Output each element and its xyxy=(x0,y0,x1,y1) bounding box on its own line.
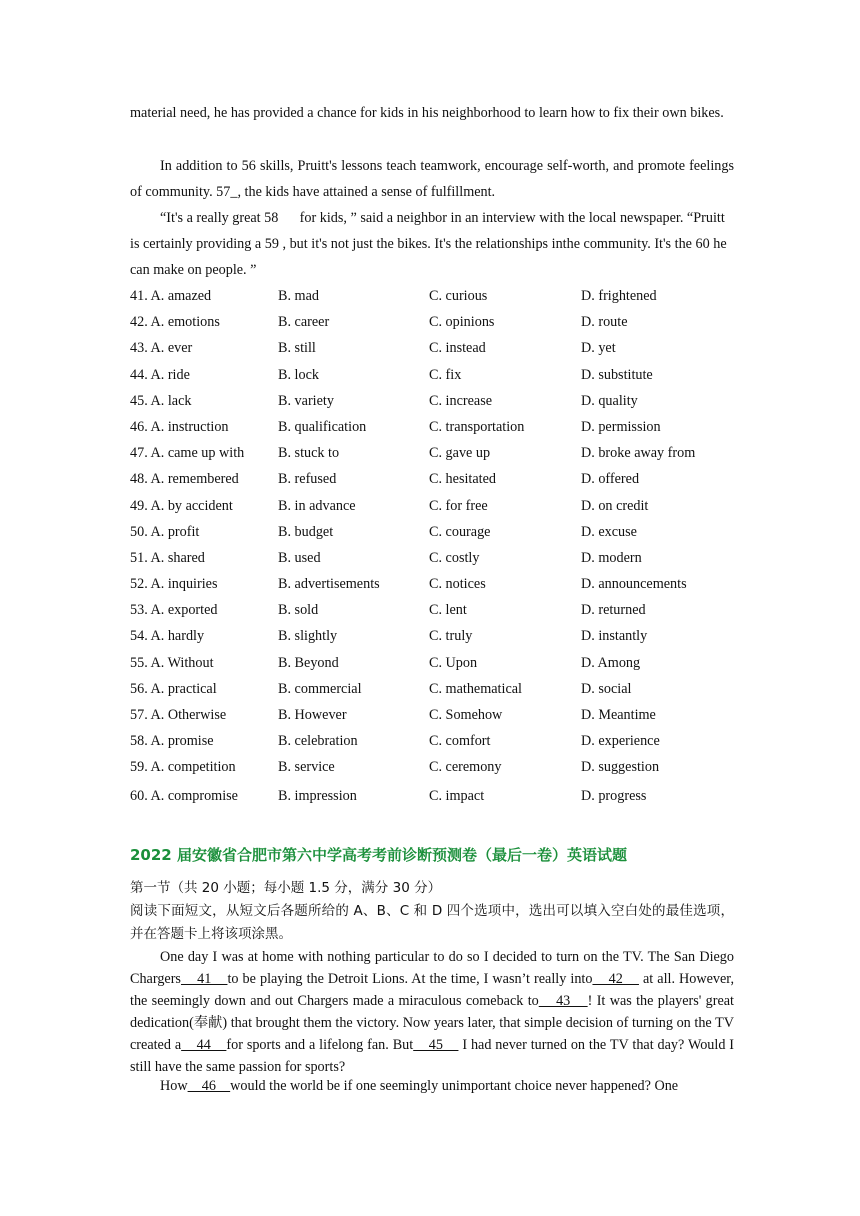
option-cell: D. progress xyxy=(581,787,647,804)
option-cell: C. fix xyxy=(429,366,462,383)
text-run: at all. However, the seemingly down and out Chargers made a miraculous comeback to xyxy=(130,971,738,1009)
option-cell: D. route xyxy=(581,314,628,331)
option-cell: B. service xyxy=(278,759,335,776)
option-cell: 44. A. ride xyxy=(130,366,190,383)
option-cell: B. mad xyxy=(278,288,319,304)
option-cell: C. costly xyxy=(429,549,480,566)
option-row xyxy=(130,702,750,728)
options-table xyxy=(130,283,750,809)
option-cell: B. variety xyxy=(278,392,334,409)
cloze-paragraph xyxy=(130,1075,734,1097)
option-cell: C. transportation xyxy=(429,418,525,435)
option-cell: B. impression xyxy=(278,787,357,804)
option-cell: C. Somehow xyxy=(429,707,503,723)
option-cell: D. substitute xyxy=(581,366,653,383)
option-cell: D. Among xyxy=(581,654,641,671)
option-cell: 43. A. ever xyxy=(130,340,193,357)
option-cell: 59. A. competition xyxy=(130,759,236,776)
option-cell: D. broke away from xyxy=(581,445,696,462)
option-row xyxy=(130,545,750,571)
option-cell: D. permission xyxy=(581,418,661,435)
option-row xyxy=(130,335,750,361)
option-row xyxy=(130,309,750,335)
option-cell: D. returned xyxy=(581,602,646,619)
passage-paragraph: In addition to 56 skills, Pruitt's lessons teach teamwork, encourage self-worth, and promote feelings of community. 57_, the kids have attained a sense of fulfillment. xyxy=(130,158,734,201)
option-cell: D. frightened xyxy=(581,288,657,304)
option-cell: 51. A. shared xyxy=(130,549,205,566)
option-cell: C. Upon xyxy=(429,654,478,671)
blank-42: 42 xyxy=(592,971,639,987)
option-cell: 49. A. by accident xyxy=(130,497,233,514)
option-cell: B. celebration xyxy=(278,733,358,750)
option-row xyxy=(130,440,750,466)
blank-44: 44 xyxy=(181,1037,227,1053)
option-row xyxy=(130,783,750,809)
option-cell: B. sold xyxy=(278,602,319,619)
option-row xyxy=(130,650,750,676)
option-cell: D. experience xyxy=(581,733,660,750)
option-cell: D. instantly xyxy=(581,628,648,645)
option-cell: 50. A. profit xyxy=(130,523,200,540)
option-cell: B. stuck to xyxy=(278,445,340,462)
option-row xyxy=(130,519,750,545)
cloze-paragraph xyxy=(130,946,738,1078)
option-cell: 52. A. inquiries xyxy=(130,576,218,593)
option-cell: B. used xyxy=(278,549,321,566)
option-cell: C. comfort xyxy=(429,733,491,750)
option-cell: 54. A. hardly xyxy=(130,628,205,645)
option-cell: 53. A. exported xyxy=(130,602,218,619)
option-cell: B. lock xyxy=(278,366,319,383)
text-run: would the world be if one seemingly unimportant choice never happened? One xyxy=(230,1078,679,1094)
option-cell: D. social xyxy=(581,680,632,697)
option-cell: C. courage xyxy=(429,523,491,540)
option-cell: 46. A. instruction xyxy=(130,418,229,435)
option-cell: C. truly xyxy=(429,628,473,645)
option-cell: 57. A. Otherwise xyxy=(130,707,227,723)
option-cell: B. refused xyxy=(278,471,337,488)
option-cell: B. qualification xyxy=(278,418,367,435)
option-cell: B. advertisements xyxy=(278,576,380,593)
option-row xyxy=(130,362,750,388)
option-cell: B. still xyxy=(278,340,316,357)
option-cell: 58. A. promise xyxy=(130,733,214,750)
text-run: to be playing the Detroit Lions. At the time, I wasn’t really into xyxy=(227,971,593,987)
option-cell: B. budget xyxy=(278,523,334,540)
option-cell: D. offered xyxy=(581,471,640,488)
section-heading: 2022 届安徽省合肥市第六中学高考考前诊断预测卷（最后一卷）英语试题 xyxy=(130,846,627,864)
blank-43: 43 xyxy=(538,993,588,1009)
option-cell: C. curious xyxy=(429,288,488,304)
text-run: How xyxy=(160,1078,188,1094)
option-row xyxy=(130,754,750,780)
blank-41: 41 xyxy=(180,971,228,987)
option-cell: C. for free xyxy=(429,497,488,514)
option-cell: 55. A. Without xyxy=(130,654,214,671)
option-cell: 48. A. remembered xyxy=(130,471,239,488)
text-run: I had never turned on the TV that day? Would I still have the same passion for sports? xyxy=(130,1037,738,1075)
option-cell: B. commercial xyxy=(278,680,362,697)
option-cell: C. impact xyxy=(429,787,485,804)
option-row xyxy=(130,728,750,754)
option-cell: C. instead xyxy=(429,340,486,357)
text-run: for sports and a lifelong fan. But xyxy=(226,1037,414,1053)
option-cell: C. ceremony xyxy=(429,759,502,776)
option-cell: D. announcements xyxy=(581,576,687,593)
option-cell: 42. A. emotions xyxy=(130,314,220,331)
option-row xyxy=(130,571,750,597)
option-row xyxy=(130,466,750,492)
option-cell: 60. A. compromise xyxy=(130,787,238,804)
option-row xyxy=(130,388,750,414)
option-cell: 45. A. lack xyxy=(130,392,192,409)
option-row xyxy=(130,414,750,440)
blank-46: 46 xyxy=(187,1078,231,1094)
option-cell: 56. A. practical xyxy=(130,680,217,697)
passage-paragraph: material need, he has provided a chance for kids in his neighborhood to learn how to fix their own bikes. xyxy=(130,105,724,121)
option-cell: 47. A. came up with xyxy=(130,445,245,462)
option-cell: D. suggestion xyxy=(581,759,660,776)
option-cell: B. Beyond xyxy=(278,654,339,671)
instructions: 阅读下面短文，从短文后各题所给的 A、B、C 和 D 四个选项中，选出可以填入空白处的最佳选项，并在答题卡上将该项涂黑。 xyxy=(130,903,734,942)
option-cell: D. modern xyxy=(581,549,642,566)
option-cell: C. gave up xyxy=(429,445,491,462)
option-cell: B. However xyxy=(278,707,347,723)
option-cell: B. slightly xyxy=(278,628,338,645)
option-row xyxy=(130,597,750,623)
option-cell: D. on credit xyxy=(581,497,649,514)
option-cell: C. notices xyxy=(429,576,486,593)
option-cell: D. excuse xyxy=(581,523,637,540)
option-row xyxy=(130,623,750,649)
passage-paragraph: “It's a really great 58 for kids, ” said a neighbor in an interview with the local newspaper. “Pruitt is certainly providing a 59 , but it's not just the bikes. It's the relationships inthe community. It's the 60 he can make on people. ” xyxy=(130,210,731,279)
blank-45: 45 xyxy=(413,1037,459,1053)
option-cell: D. yet xyxy=(581,340,616,357)
option-cell: C. lent xyxy=(429,602,467,619)
option-cell: D. Meantime xyxy=(581,707,656,723)
option-cell: C. increase xyxy=(429,392,493,409)
option-cell: C. mathematical xyxy=(429,680,522,697)
option-cell: C. opinions xyxy=(429,314,495,331)
option-cell: B. career xyxy=(278,314,330,331)
section-subheading: 第一节（共 20 小题；每小题 1.5 分，满分 30 分） xyxy=(130,880,442,896)
text-run: ! It was the players' great dedication(奉献) that brought them the victory. Now years later, that simple decision of turning on the TV created a xyxy=(130,993,738,1053)
option-row xyxy=(130,676,750,702)
option-row xyxy=(130,283,750,309)
option-cell: B. in advance xyxy=(278,497,356,514)
option-row xyxy=(130,493,750,519)
option-cell: 41. A. amazed xyxy=(130,288,212,304)
option-cell: D. quality xyxy=(581,392,638,409)
text-run: One day I was at home with nothing particular to do so I decided to turn on the TV. The San Diego Chargers xyxy=(130,949,738,987)
option-cell: C. hesitated xyxy=(429,471,496,488)
